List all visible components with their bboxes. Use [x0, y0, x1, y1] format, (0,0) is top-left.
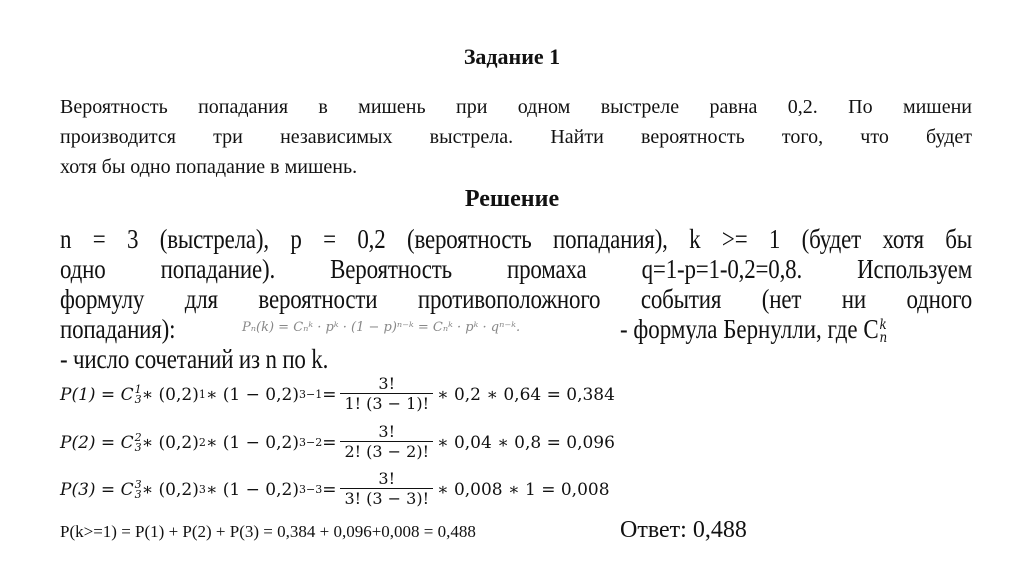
- eq-part: ∗ (1 − 0,2): [205, 384, 299, 405]
- eq-sign: =: [322, 479, 337, 500]
- eq-exp: 3−1: [298, 388, 323, 401]
- solution-heading: Решение: [464, 186, 560, 212]
- c-sup: 1: [134, 382, 142, 396]
- task-line: производится три независимых выстрела. Найти вероятность того, что будет: [60, 126, 972, 148]
- bernoulli-formula: Pₙ(k) = Cₙᵏ · pᵏ · (1 − p)ⁿ⁻ᵏ = Cₙᵏ · pᵏ · qⁿ⁻ᵏ.: [242, 320, 521, 335]
- eq-sign: =: [322, 384, 337, 405]
- eq-exp: 2: [198, 436, 206, 449]
- eq-exp: 3: [198, 483, 206, 496]
- bernoulli-label: [620, 314, 887, 345]
- eq-rhs: ∗ 0,04 ∗ 0,8 = 0,096: [437, 432, 615, 453]
- c-sub: 3: [134, 487, 142, 501]
- solution-line: n = 3 (выстрела), p = 0,2 (вероятность попадания), k >= 1 (будет хотя бы: [60, 224, 973, 254]
- fraction: [340, 375, 433, 414]
- fraction: [340, 423, 433, 462]
- eq-lhs: P(2) = C: [60, 432, 134, 453]
- eq-sign: =: [322, 432, 337, 453]
- task-line: Вероятность попадания в мишень при одном выстреле равна 0,2. По мишени: [60, 96, 972, 118]
- eq-exp: 3−2: [298, 436, 323, 449]
- c-sup: 2: [134, 430, 142, 444]
- bernoulli-label-text: - формула Бернулли, где C: [620, 314, 879, 344]
- c-sub: 3: [134, 392, 142, 406]
- solution-line: формулу для вероятности противоположного события (нет ни одного: [60, 284, 973, 314]
- c-sup: 3: [134, 477, 142, 491]
- equation-p3: [60, 470, 610, 509]
- numerator: 3!: [378, 469, 396, 488]
- numerator: 3!: [378, 422, 396, 441]
- eq-lhs: P(1) = C: [60, 384, 134, 405]
- eq-part: ∗ (1 − 0,2): [205, 432, 299, 453]
- denominator: 1! (3 − 1)!: [340, 393, 433, 414]
- numerator: 3!: [378, 374, 396, 393]
- eq-rhs: ∗ 0,2 ∗ 0,64 = 0,384: [437, 384, 615, 405]
- eq-rhs: ∗ 0,008 ∗ 1 = 0,008: [437, 479, 610, 500]
- c-sub: n: [879, 329, 888, 346]
- eq-part: ∗ (0,2): [141, 479, 199, 500]
- denominator: 3! (3 − 3)!: [340, 488, 433, 509]
- fraction: [340, 470, 433, 509]
- c-sub: 3: [134, 440, 142, 454]
- equation-p2: [60, 423, 615, 462]
- eq-lhs: P(3) = C: [60, 479, 134, 500]
- eq-exp: 3−3: [298, 483, 323, 496]
- equation-p1: [60, 375, 615, 414]
- eq-part: ∗ (1 − 0,2): [205, 479, 299, 500]
- solution-line: одно попадание). Вероятность промаха q=1-p=1-0,2=0,8. Используем: [60, 254, 973, 284]
- final-sum: P(k>=1) = P(1) + P(2) + P(3) = 0,384 + 0,096+0,008 = 0,488: [60, 522, 476, 541]
- c-sup: k: [879, 316, 887, 333]
- eq-exp: 1: [198, 388, 206, 401]
- denominator: 2! (3 − 2)!: [340, 441, 433, 462]
- slide-title: Задание 1: [463, 44, 561, 69]
- task-line: хотя бы одно попадание в мишень.: [60, 156, 358, 178]
- answer: Ответ: 0,488: [620, 517, 747, 543]
- eq-part: ∗ (0,2): [141, 432, 199, 453]
- solution-line: - число сочетаний из n по k.: [60, 344, 329, 374]
- solution-line: попадания):: [60, 314, 176, 344]
- eq-part: ∗ (0,2): [141, 384, 199, 405]
